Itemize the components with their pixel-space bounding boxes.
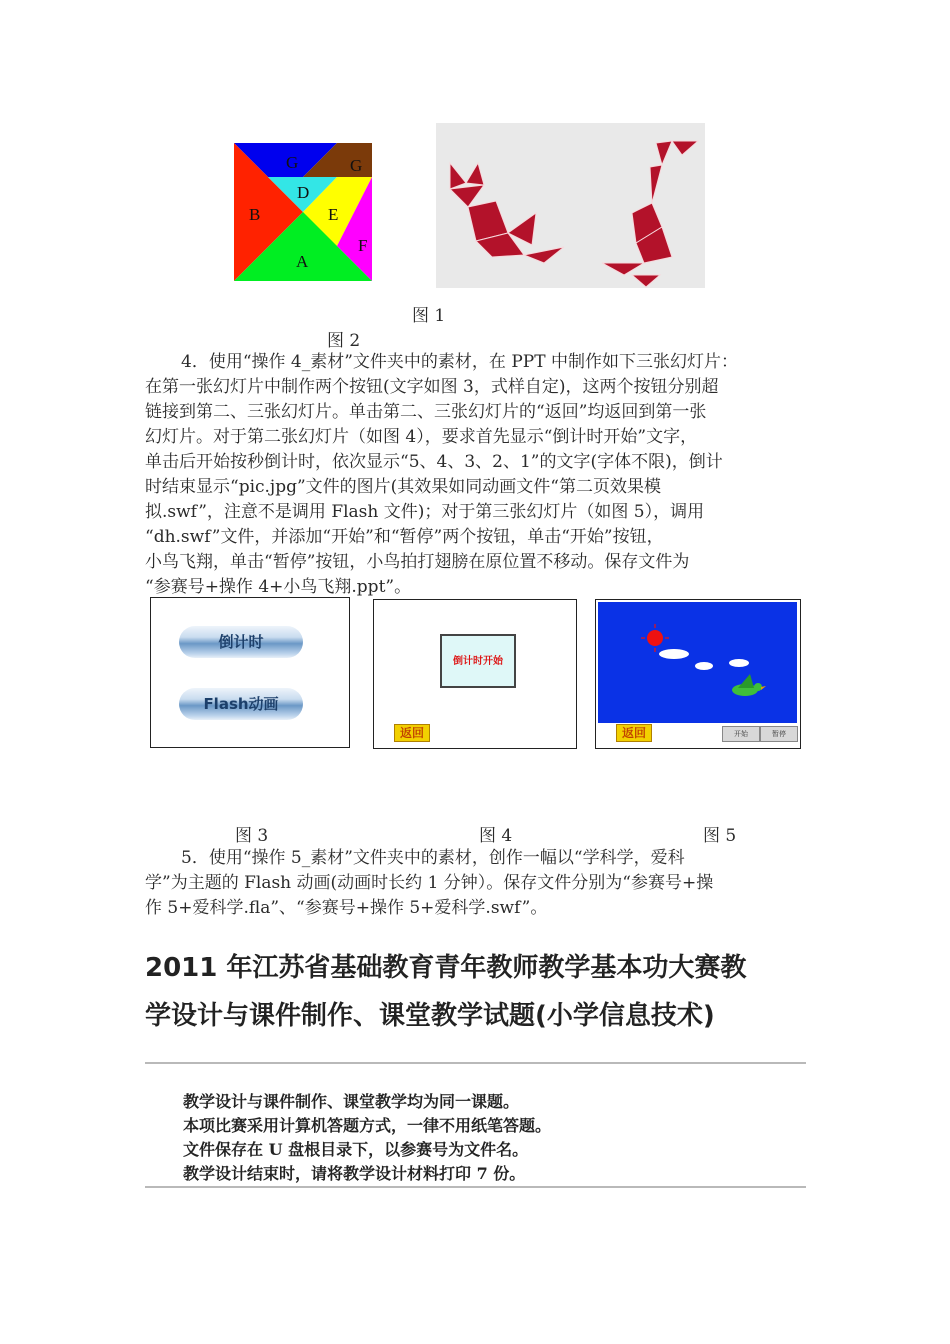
cloud-icon (659, 649, 689, 659)
bottom-divider (145, 1186, 806, 1188)
text-line: 单击后开始按秒倒计时，依次显示“5、4、3、2、1”的文字(字体不限)，倒计 (145, 452, 723, 472)
text-line: 学”为主题的 Flash 动画(动画时长约 1 分钟）。保存文件分别为“参赛号+操 (145, 873, 714, 893)
figure-4-caption: 图 4 (479, 826, 513, 846)
text-line: 4．使用“操作 4_素材”文件夹中的素材，在 PPT 中制作如下三张幻灯片： (181, 352, 738, 372)
text-line: 幻灯片。对于第二张幻灯片（如图 4），要求首先显示“倒计时开始”文字， (145, 427, 698, 447)
tangram-silhouettes-figure (436, 123, 705, 288)
text-line: 5．使用“操作 5_素材”文件夹中的素材，创作一幅以“学科学，爱科 (181, 848, 685, 868)
slide-1-thumbnail (150, 597, 350, 748)
item-5-paragraph (145, 846, 810, 921)
tangram-figure (234, 143, 372, 281)
start-button: 开始 (722, 726, 760, 742)
text-line: 在第一张幻灯片中制作两个按钮(文字如图 3，式样自定)，这两个按钮分别超 (145, 377, 719, 397)
tangram-label: G (286, 153, 299, 172)
tangram-label: A (296, 252, 309, 271)
cloud-icon (695, 662, 713, 670)
sun-icon (647, 630, 663, 646)
text-line: “dh.swf”文件，并添加“开始”和“暂停”两个按钮，单击“开始”按钮， (145, 527, 664, 547)
bird-animation-scene (598, 602, 797, 723)
sky-area (598, 602, 797, 723)
text-line: 链接到第二、三张幻灯片。单击第二、三张幻灯片的“返回”均返回到第一张 (145, 402, 707, 422)
back-logo: 返回 (616, 724, 652, 742)
text-line: 小鸟飞翔，单击“暂停”按钮，小鸟拍打翅膀在原位置不移动。保存文件为 (145, 552, 690, 572)
instruction-item: 本项比赛采用计算机答题方式，一律不用纸笔答题。 (183, 1116, 552, 1135)
countdown-button: 倒计时 (179, 626, 303, 658)
tangram-label: F (358, 236, 368, 255)
instruction-item: 文件保存在 U 盘根目录下，以参赛号为文件名。 (183, 1140, 529, 1159)
cloud-icon (729, 659, 749, 667)
text-line: “参赛号+操作 4+小鸟飞翔.ppt”。 (145, 577, 412, 597)
flash-animation-button: Flash动画 (179, 688, 303, 720)
figure-1-caption: 图 1 (412, 306, 446, 326)
instruction-item: 教学设计结束时，请将教学设计材料打印 7 份。 (183, 1164, 526, 1183)
instructions-list (183, 1090, 551, 1186)
tangram-label: B (249, 205, 261, 224)
text-line: 作 5+爱科学.fla”、“参赛号+操作 5+爱科学.swf”。 (145, 898, 548, 918)
slide-3-thumbnail (595, 599, 801, 749)
item-4-paragraph (145, 350, 810, 600)
text-line: 拟.swf”，注意不是调用 Flash 文件)；对于第三张幻灯片（如图 5），调用 (145, 502, 705, 522)
document-heading (145, 944, 810, 1040)
tangram-label: G (350, 156, 363, 175)
bird-icon (732, 674, 766, 696)
slide-2-thumbnail (373, 599, 577, 749)
back-logo: 返回 (394, 724, 430, 742)
figure-5-caption: 图 5 (703, 826, 737, 846)
tangram-label: D (297, 183, 310, 202)
figure-2-caption: 图 2 (327, 331, 361, 351)
pause-button: 暂停 (760, 726, 798, 742)
heading-line: 学设计与课件制作、课堂教学试题(小学信息技术) (145, 1001, 715, 1031)
top-divider (145, 1062, 806, 1064)
text-line: 时结束显示“pic.jpg”文件的图片(其效果如同动画文件“第二页效果模 (145, 477, 661, 497)
heading-line: 2011 年江苏省基础教育青年教师教学基本功大赛教 (145, 953, 747, 983)
tangram-label: E (328, 205, 339, 224)
countdown-start-box: 倒计时开始 (440, 634, 516, 688)
instruction-item: 教学设计与课件制作、课堂教学均为同一课题。 (183, 1092, 520, 1111)
figure-3-caption: 图 3 (235, 826, 269, 846)
